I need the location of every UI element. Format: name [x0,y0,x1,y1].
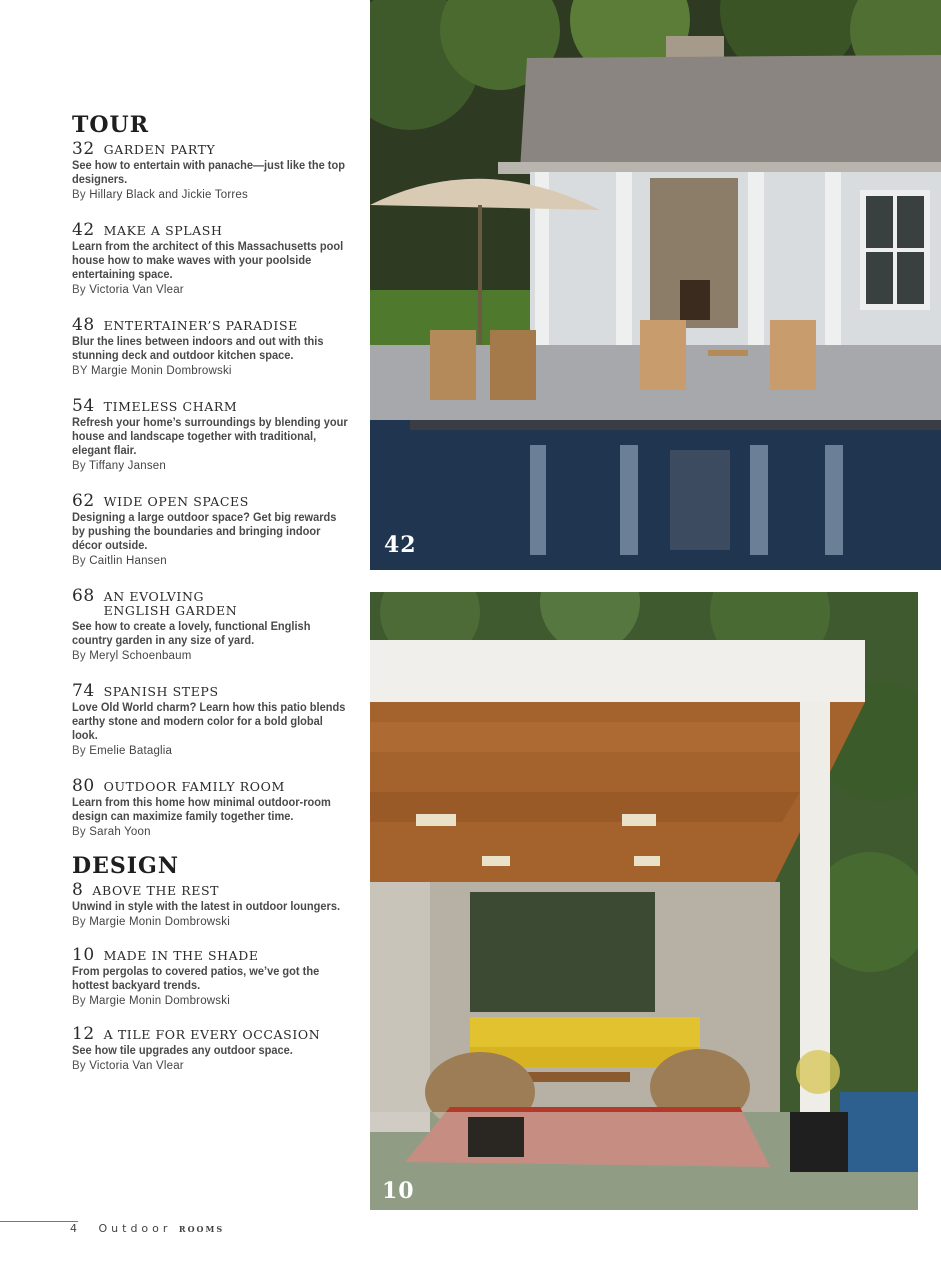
entry-author: Sarah Yoon [89,826,151,838]
entry-description: Blur the lines between indoors and out with this stunning deck and outdoor kitchen space. [72,334,324,362]
entry-byline [72,825,362,839]
entry-description: Love Old World charm? Learn how this patio blends earthy stone and modern color for a bold global look. [72,700,346,742]
entry-title: OUTDOOR FAMILY ROOM [103,779,285,794]
entry-page-number: 32 [72,139,95,159]
byline-prefix: By [72,189,86,201]
byline-prefix: By [72,555,86,567]
entry-title: ENTERTAINER’S PARADISE [103,318,298,333]
entry-heading [72,398,362,414]
entry-heading [72,222,362,238]
toc-entry[interactable] [72,493,362,568]
design-entries [72,882,362,1073]
section-title-design: DESIGN [72,853,179,879]
entry-page-number: 48 [72,315,95,335]
entry-byline [72,994,362,1008]
entry-heading [72,683,362,699]
page-footer [70,1222,224,1235]
toc-entry[interactable] [72,1026,362,1073]
entry-byline [72,283,362,297]
byline-prefix: By [72,745,86,757]
byline-prefix: BY [72,365,88,377]
entry-page-number: 62 [72,491,95,511]
photo-page-label: 42 [384,532,417,558]
entry-description: Refresh your home’s surroundings by blending your house and landscape together with traditional, elegant flair. [72,415,348,457]
entry-page-number: 10 [72,945,95,965]
entry-author: Margie Monin Dombrowski [89,916,230,928]
entry-page-number: 12 [72,1024,95,1044]
toc-entry[interactable] [72,398,362,473]
byline-prefix: By [72,995,86,1007]
toc-entry[interactable] [72,683,362,758]
entry-heading [72,317,362,333]
entry-title: TIMELESS CHARM [103,399,238,414]
entry-page-number: 80 [72,776,95,796]
entry-heading [72,493,362,509]
entry-title: ABOVE THE REST [92,883,220,898]
entry-author: Hillary Black and Jickie Torres [89,189,248,201]
entry-description: Learn from the architect of this Massachusetts pool house how to make waves with your poolside entertaining space. [72,239,344,281]
entry-author: Meryl Schoenbaum [89,650,192,662]
entry-title: MADE IN THE SHADE [103,948,259,963]
entry-title: A TILE FOR EVERY OCCASION [103,1027,321,1042]
entry-author: Victoria Van Vlear [89,284,184,296]
toc-entry[interactable] [72,882,362,929]
byline-prefix: By [72,916,86,928]
entry-title: WIDE OPEN SPACES [103,494,249,509]
entry-heading [72,947,362,963]
entry-page-number: 68 [72,586,95,606]
entry-title: MAKE A SPLASH [103,223,223,238]
entry-byline [72,364,362,378]
entry-title: AN EVOLVING ENGLISH GARDEN [103,589,238,618]
entry-byline [72,459,362,473]
entry-author: Emelie Bataglia [89,745,173,757]
entry-byline [72,744,362,758]
byline-prefix: By [72,284,86,296]
entry-page-number: 74 [72,681,95,701]
photo-page-label: 10 [382,1178,415,1204]
byline-prefix: By [72,1060,86,1072]
toc-entry[interactable] [72,141,362,202]
page-number: 4 [70,1222,81,1235]
entry-byline [72,554,362,568]
entry-author: Caitlin Hansen [89,555,167,567]
entry-description: See how to entertain with panache—just like the top designers. [72,158,345,186]
entry-heading [72,778,362,794]
entry-description: Learn from this home how minimal outdoor-room design can maximize family together time. [72,795,331,823]
entry-byline [72,649,362,663]
entry-title: GARDEN PARTY [103,142,216,157]
toc-entry[interactable] [72,778,362,839]
entry-byline [72,915,362,929]
entry-heading [72,588,362,618]
entry-page-number: 42 [72,220,95,240]
toc-entry[interactable] [72,317,362,378]
magazine-brand: ROOMS [178,1224,225,1234]
entry-author: Victoria Van Vlear [89,1060,184,1072]
entry-byline [72,1059,362,1073]
entry-heading [72,141,362,157]
byline-prefix: By [72,460,86,472]
entry-description: See how tile upgrades any outdoor space. [72,1043,293,1057]
entry-heading [72,1026,362,1042]
entry-author: Margie Monin Dombrowski [89,995,230,1007]
entry-heading [72,882,362,898]
pool-house-photo [370,0,941,570]
entry-description: See how to create a lovely, functional English country garden in any size of yard. [72,619,311,647]
toc-entry[interactable] [72,588,362,663]
entry-author: Margie Monin Dombrowski [90,365,232,377]
byline-prefix: By [72,826,86,838]
entry-title: SPANISH STEPS [103,684,219,699]
toc-entry[interactable] [72,222,362,297]
entry-author: Tiffany Jansen [89,460,166,472]
table-of-contents [72,112,362,1073]
entry-description: From pergolas to covered patios, we’ve got the hottest backyard trends. [72,964,320,992]
footer-rule [0,1221,78,1222]
entry-byline [72,188,362,202]
pool-house-illustration [370,0,941,570]
entry-page-number: 54 [72,396,95,416]
magazine-name: Outdoor [98,1222,172,1235]
toc-entry[interactable] [72,947,362,1008]
entry-page-number: 8 [72,880,84,900]
byline-prefix: By [72,650,86,662]
entry-description: Designing a large outdoor space? Get big rewards by pushing the boundaries and bringing indoor décor outside. [72,510,337,552]
section-title-tour: TOUR [72,112,150,138]
covered-patio-illustration [370,592,918,1210]
tour-entries [72,141,362,839]
covered-patio-photo [370,592,918,1210]
entry-description: Unwind in style with the latest in outdoor loungers. [72,899,341,913]
